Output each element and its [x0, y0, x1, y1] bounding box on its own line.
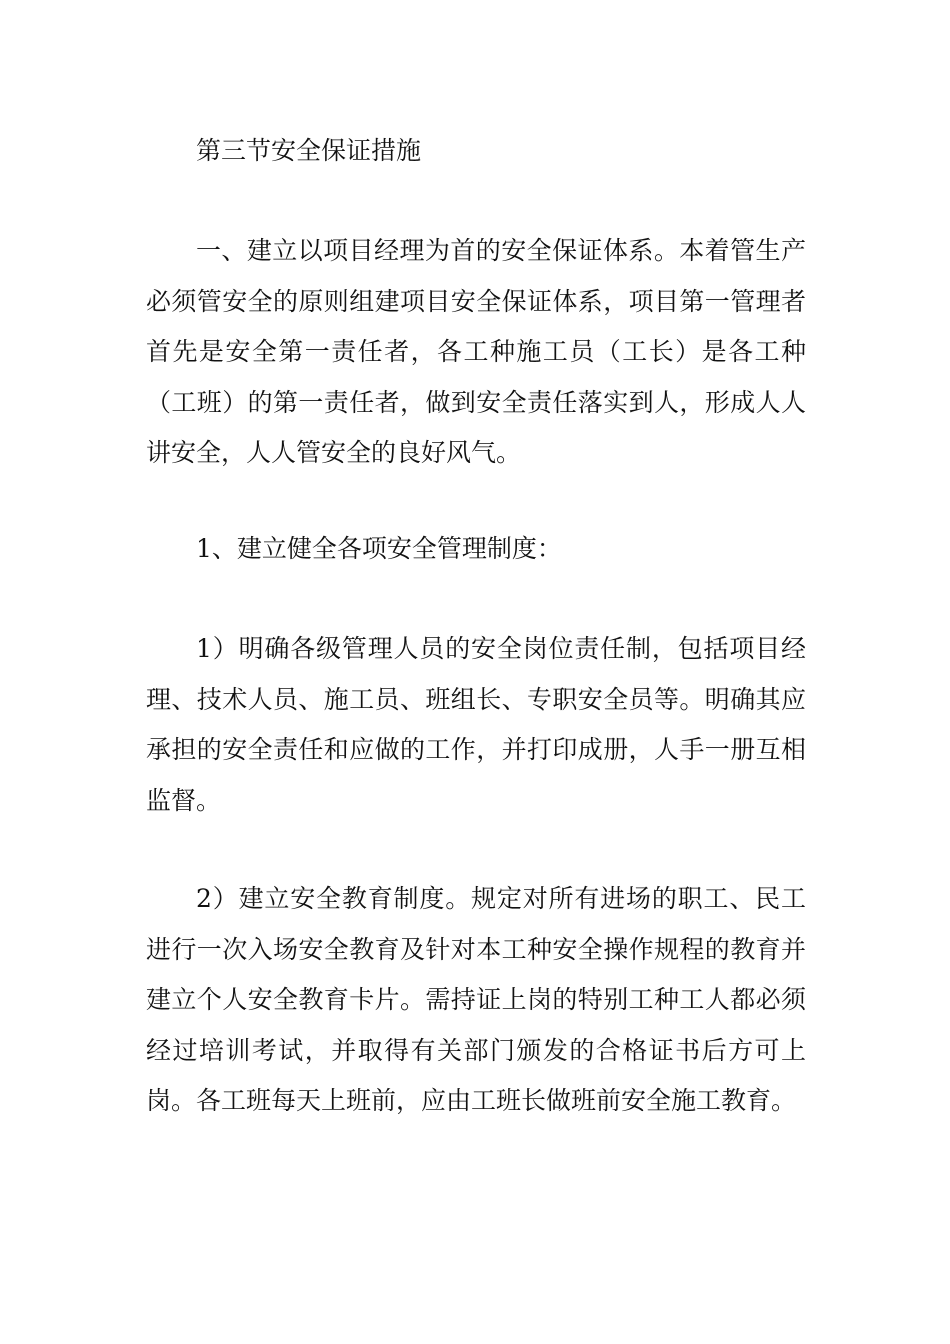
paragraph-safety-education: 2）建立安全教育制度。规定对所有进场的职工、民工进行一次入场安全教育及针对本工种安全操作规程的教育并建立个人安全教育卡片。需持证上岗的特别工种工人都必须经过培训考试，并取得有关部门颁发的合格证书后方可上岗。各工班每天上班前，应由工班长做班前安全施工教育。	[146, 884, 806, 1115]
section-heading: 第三节安全保证措施	[196, 136, 422, 165]
paragraph-management-rules: 1、建立健全各项安全管理制度：	[196, 534, 562, 563]
paragraph-safety-system: 一、建立以项目经理为首的安全保证体系。本着管生产必须管安全的原则组建项目安全保证体系，项目第一管理者首先是安全第一责任者，各工种施工员（工长）是各工种（工班）的第一责任者，做到安全责任落实到人，形成人人讲安全，人人管安全的良好风气。	[146, 236, 806, 467]
paragraph-responsibility-system: 1）明确各级管理人员的安全岗位责任制，包括项目经理、技术人员、施工员、班组长、专职安全员等。明确其应承担的安全责任和应做的工作，并打印成册，人手一册互相监督。	[146, 634, 806, 815]
